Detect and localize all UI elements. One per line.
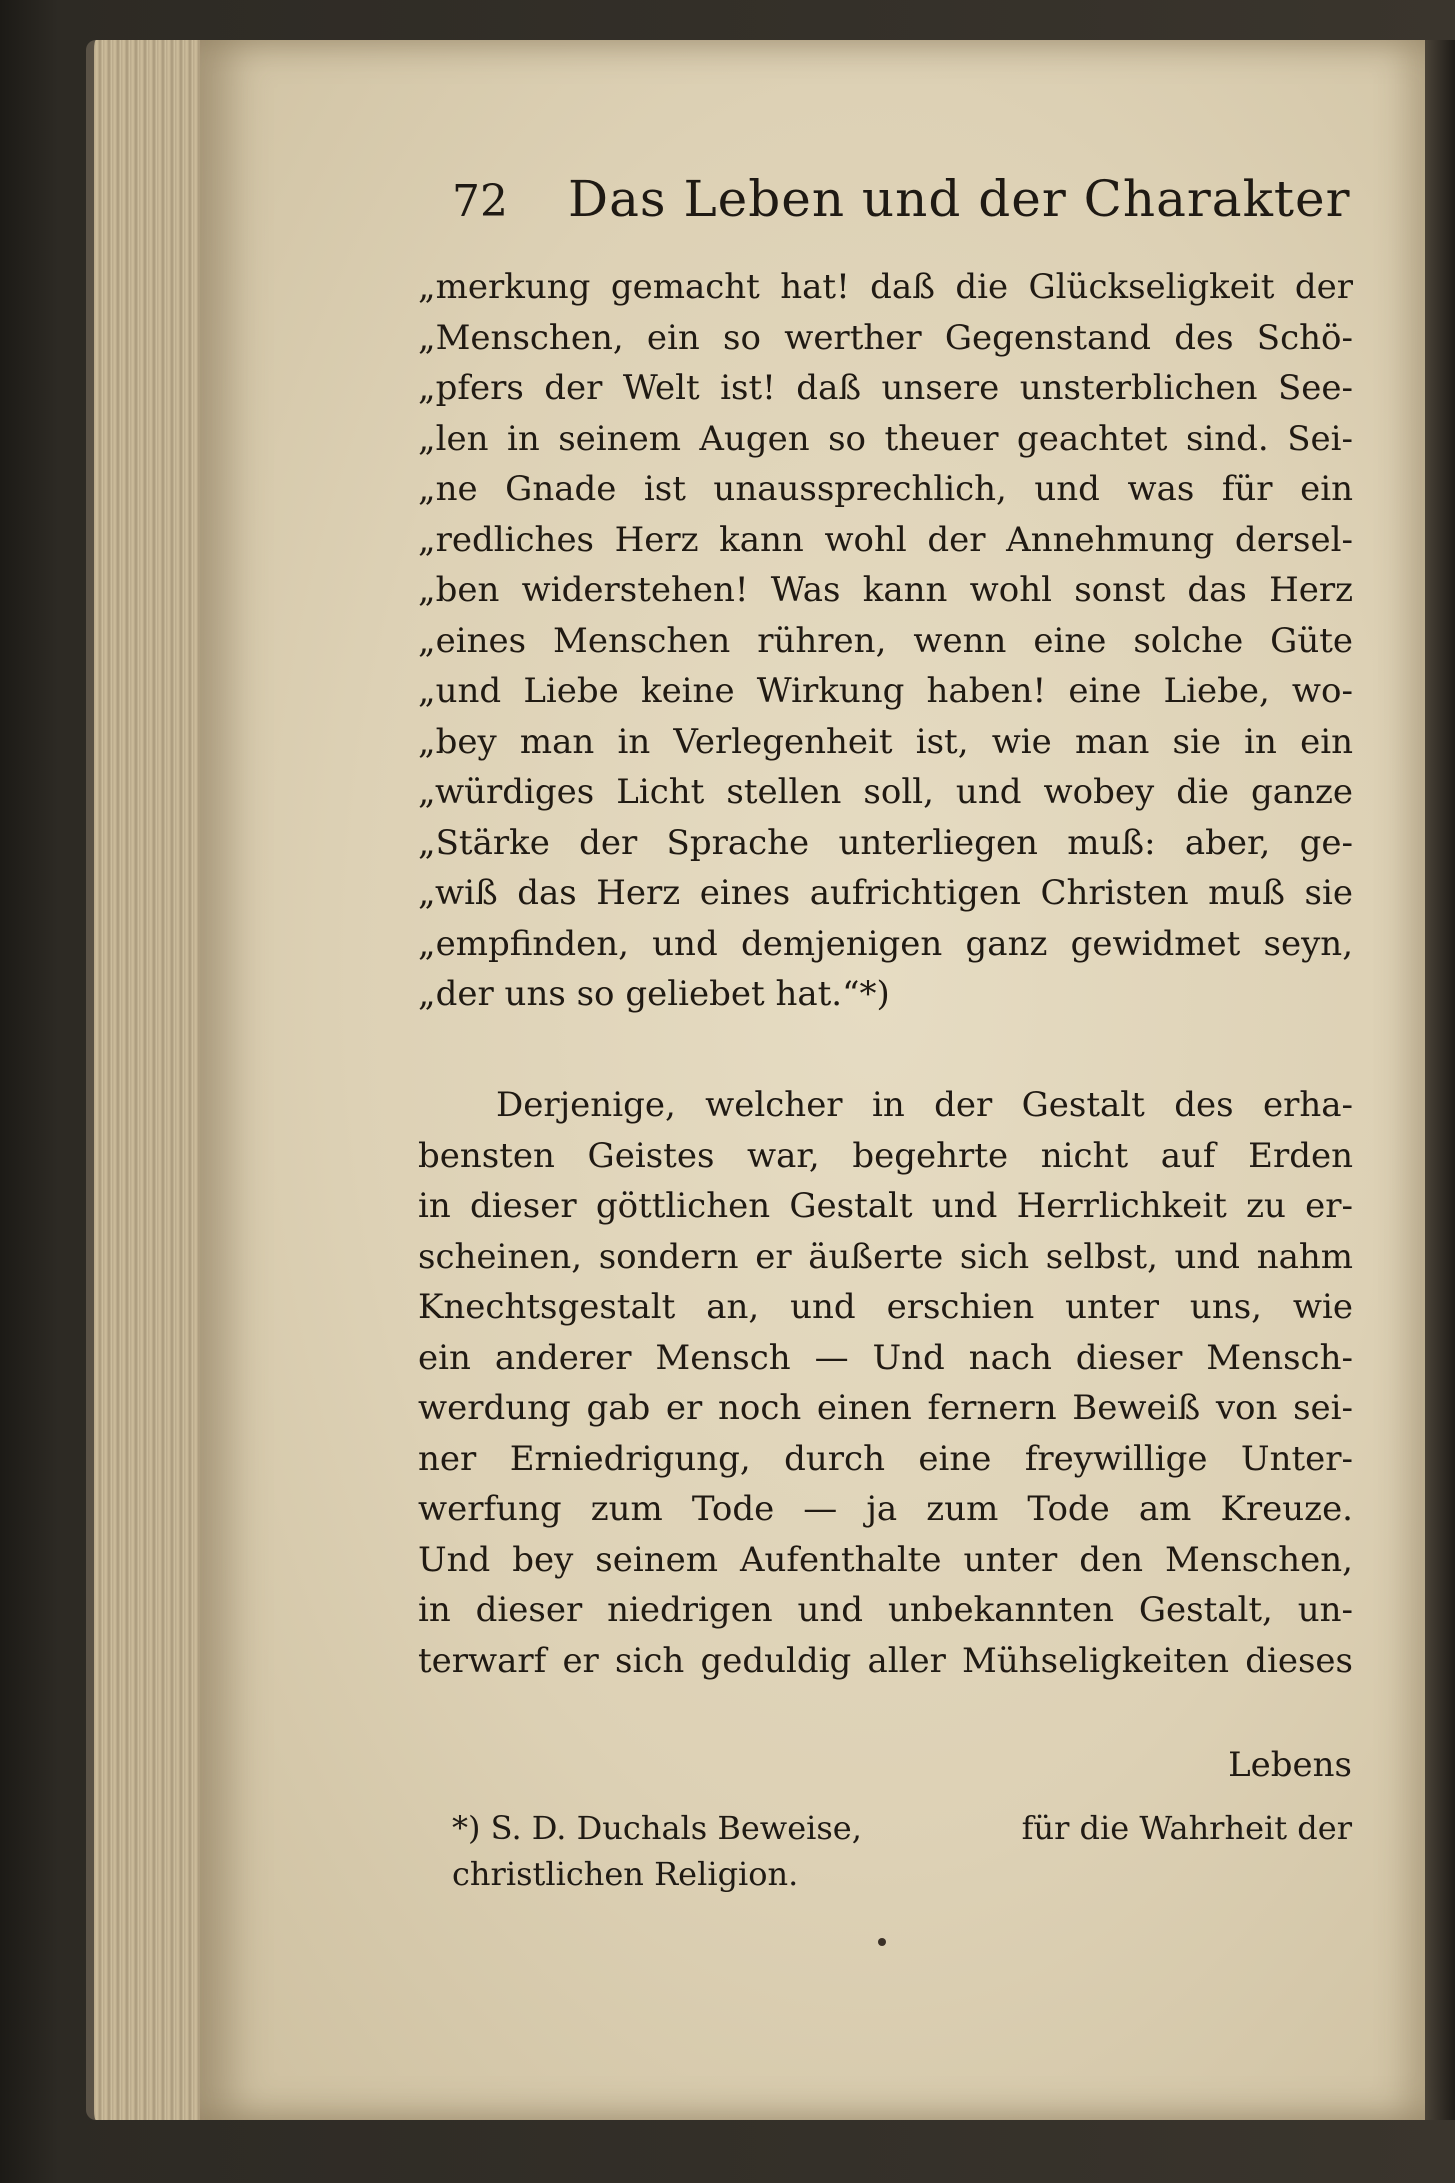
footnote-reference: *) S. D. Duchals Beweise, bbox=[452, 1809, 862, 1847]
running-head: Das Leben und der Charakter bbox=[568, 170, 1351, 228]
text-line: „wiß das Herz eines aufrichtigen Christen muß sie bbox=[418, 873, 1353, 913]
text-line: „pfers der Welt ist! daß unsere unsterblichen See- bbox=[418, 368, 1353, 408]
text-line: „der uns so geliebet hat.“*) bbox=[418, 974, 890, 1014]
text-line: „Menschen, ein so werther Gegenstand des Schö- bbox=[418, 317, 1353, 358]
text-line: „bey man in Verlegenheit ist, wie man sie in ein bbox=[418, 721, 1353, 762]
text-line: „Stärke der Sprache unterliegen muß: aber, ge- bbox=[418, 822, 1353, 863]
footnote-line bbox=[452, 1805, 1352, 1851]
text-line: Derjenige, welcher in der Gestalt des erha- bbox=[496, 1085, 1353, 1125]
facing-page-gutter bbox=[1425, 40, 1455, 2120]
text-line: werfung zum Tode — ja zum Tode am Kreuze. bbox=[418, 1489, 1353, 1529]
text-line: „und Liebe keine Wirkung haben! eine Liebe, wo- bbox=[418, 671, 1353, 711]
text-line: „len in seinem Augen so theuer geachtet sind. Sei- bbox=[418, 418, 1353, 459]
text-line: „redliches Herz kann wohl der Annehmung dersel- bbox=[418, 519, 1353, 560]
footnote bbox=[452, 1805, 1352, 1897]
catchword: Lebens bbox=[1228, 1745, 1352, 1785]
text-line: in dieser niedrigen und unbekannten Gestalt, un- bbox=[418, 1590, 1353, 1630]
footnote-text: für die Wahrheit der bbox=[1021, 1809, 1352, 1847]
text-line: „merkung gemacht hat! daß die Glückseligkeit der bbox=[418, 267, 1353, 307]
footnote-line bbox=[452, 1851, 1352, 1897]
text-line: Und bey seinem Aufenthalte unter den Menschen, bbox=[418, 1539, 1353, 1580]
text-line: ner Erniedrigung, durch eine freywillige Unter- bbox=[418, 1438, 1353, 1479]
text-line: „empfinden, und demjenigen ganz gewidmet seyn, bbox=[418, 923, 1353, 964]
text-line: ein anderer Mensch — Und nach dieser Mensch- bbox=[418, 1337, 1353, 1378]
page-number: 72 bbox=[452, 176, 508, 227]
text-line: in dieser göttlichen Gestalt und Herrlichkeit zu er- bbox=[418, 1186, 1353, 1226]
quotation-paragraph bbox=[418, 262, 1353, 1020]
text-line: Knechtsgestalt an, und erschien unter uns, wie bbox=[418, 1287, 1353, 1327]
body-paragraph bbox=[418, 1080, 1353, 1686]
text-line: bensten Geistes war, begehrte nicht auf Erden bbox=[418, 1135, 1353, 1176]
text-line: scheinen, sondern er äußerte sich selbst, und nahm bbox=[418, 1236, 1353, 1277]
text-line: terwarf er sich geduldig aller Mühseligkeiten dieses bbox=[418, 1640, 1353, 1681]
page-header bbox=[452, 170, 1352, 240]
ink-speck bbox=[878, 1938, 886, 1946]
text-line: „ne Gnade ist unaussprechlich, und was für ein bbox=[418, 469, 1353, 509]
text-line: werdung gab er noch einen fernern Beweiß von sei- bbox=[418, 1388, 1353, 1428]
footnote-text: christlichen Religion. bbox=[452, 1855, 799, 1893]
text-line: „ben widerstehen! Was kann wohl sonst das Herz bbox=[418, 570, 1353, 610]
text-line: „würdiges Licht stellen soll, und wobey die ganze bbox=[418, 772, 1353, 812]
text-line: „eines Menschen rühren, wenn eine solche Güte bbox=[418, 620, 1353, 661]
